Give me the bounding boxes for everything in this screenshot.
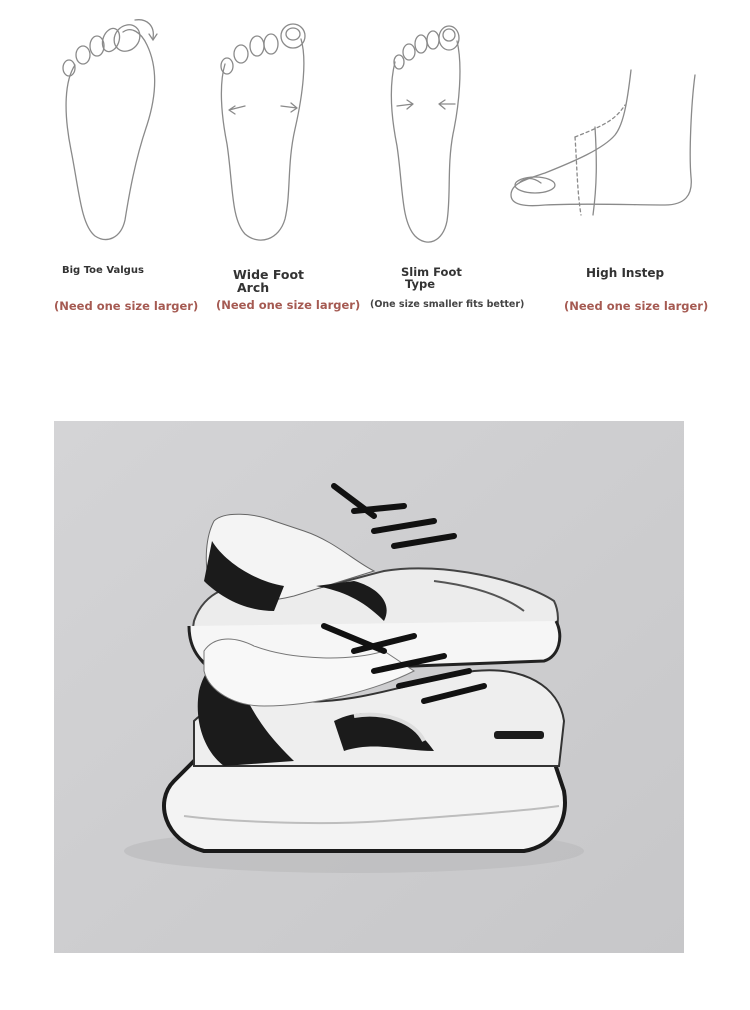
foot-type-title: High Instep [586, 266, 665, 280]
foot-type-title: Type [405, 277, 436, 291]
foot-type-note: (Need one size larger) [54, 299, 199, 313]
foot-type-note: (Need one size larger) [564, 299, 709, 313]
foot-type-note: (One size smaller fits better) [370, 299, 525, 310]
foot-bunion-icon [55, 10, 165, 250]
sneakers-illustration [54, 421, 684, 953]
product-photo [54, 421, 684, 953]
foot-type-title: Wide Foot [233, 267, 305, 282]
foot-type-note: (Need one size larger) [216, 298, 361, 312]
foot-high-instep-icon [505, 65, 700, 225]
foot-slim-icon [385, 16, 475, 251]
foot-type-title: Big Toe Valgus [62, 265, 144, 276]
foot-type-title: Slim Foot [401, 265, 462, 279]
foot-wide-arch-icon [215, 14, 315, 249]
foot-type-title: Arch [237, 280, 270, 295]
